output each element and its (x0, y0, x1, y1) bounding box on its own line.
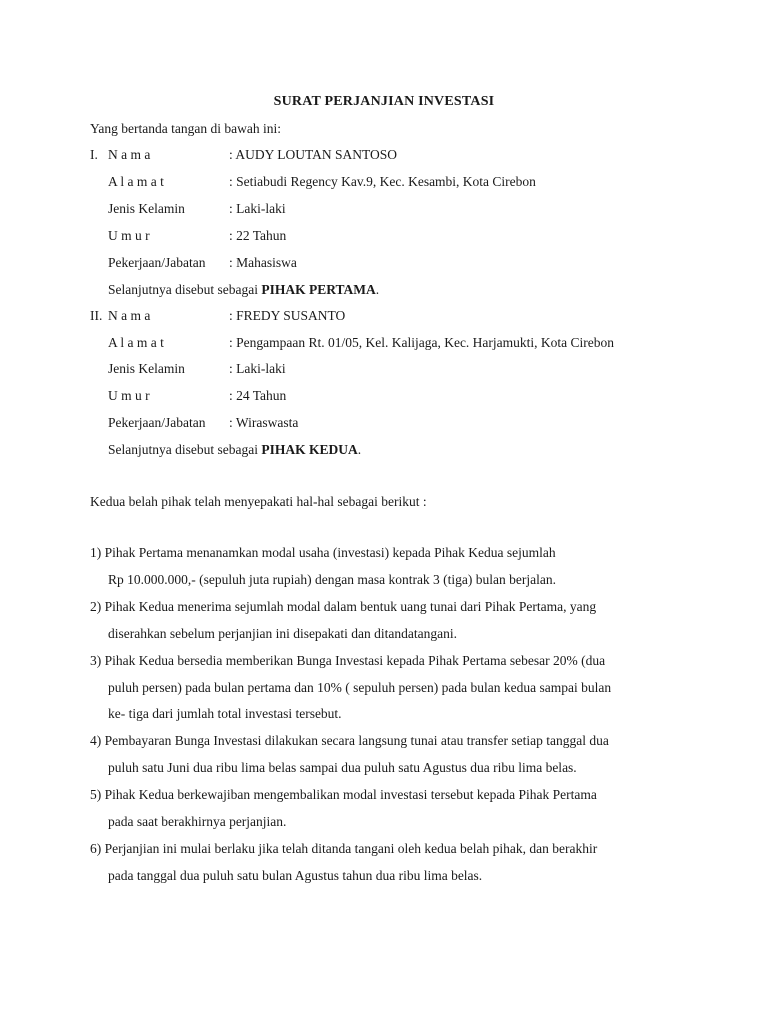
party-two-job-label: Pekerjaan/Jabatan (108, 415, 206, 430)
party-one-job-value: : Mahasiswa (229, 255, 297, 270)
party-one-gender-value: : Laki-laki (229, 201, 286, 216)
list-item-continuation: Rp 10.000.000,- (sepuluh juta rupiah) dengan masa kontrak 3 (tiga) bulan berjalan. (108, 572, 557, 587)
list-item: 2) Pihak Kedua menerima sejumlah modal dalam bentuk uang tunai dari Pihak Pertama, yang (90, 599, 597, 614)
intro-text: Yang bertanda tangan di bawah ini: (90, 121, 281, 136)
party-two-age-value: : 24 Tahun (229, 388, 287, 403)
list-item: 5) Pihak Kedua berkewajiban mengembalikan modal investasi tersebut kepada Pihak Pertama (90, 787, 597, 802)
party-one-designation-suffix: . (375, 282, 380, 297)
party-one-gender-label: Jenis Kelamin (108, 201, 185, 216)
party-one-designation-bold: PIHAK PERTAMA (261, 282, 376, 297)
party-two-designation-bold: PIHAK KEDUA (261, 442, 358, 457)
list-item-continuation: ke- tiga dari jumlah total investasi tersebut. (108, 706, 342, 721)
party-two-designation (108, 442, 361, 458)
party-two-address-label: A l a m a t (108, 335, 164, 350)
party-two-gender-label: Jenis Kelamin (108, 361, 185, 376)
list-item: 3) Pihak Kedua bersedia memberikan Bunga Investasi kepada Pihak Pertama sebesar 20% (dua (90, 653, 606, 668)
agreement-intro: Kedua belah pihak telah menyepakati hal-hal sebagai berikut : (90, 494, 427, 509)
party-one-address-value: : Setiabudi Regency Kav.9, Kec. Kesambi, Kota Cirebon (229, 174, 536, 189)
party-one-designation (108, 282, 379, 298)
party-two-age-label: U m u r (108, 388, 150, 403)
party-one-name-label: N a m a (108, 147, 151, 162)
party-one-address-label: A l a m a t (108, 174, 164, 189)
party-two-designation-prefix: Selanjutnya disebut sebagai (108, 442, 262, 457)
party-two-name-label: N a m a (108, 308, 151, 323)
party-one-job-label: Pekerjaan/Jabatan (108, 255, 206, 270)
party-two-job-value: : Wiraswasta (229, 415, 299, 430)
party-two-address-value: : Pengampaan Rt. 01/05, Kel. Kalijaga, Kec. Harjamukti, Kota Cirebon (229, 335, 615, 350)
list-item: 4) Pembayaran Bunga Investasi dilakukan secara langsung tunai atau transfer setiap tanggal dua (90, 733, 609, 748)
list-item-continuation: diserahkan sebelum perjanjian ini disepakati dan ditandatangani. (108, 626, 458, 641)
list-item: 1) Pihak Pertama menanamkan modal usaha (investasi) kepada Pihak Kedua sejumlah (90, 545, 556, 560)
party-one-designation-prefix: Selanjutnya disebut sebagai (108, 282, 262, 297)
party-one-age-value: : 22 Tahun (229, 228, 287, 243)
party-one-name-value: : AUDY LOUTAN SANTOSO (229, 147, 398, 162)
party-one-age-label: U m u r (108, 228, 150, 243)
list-item-continuation: pada saat berakhirnya perjanjian. (108, 814, 287, 829)
list-item: 6) Perjanjian ini mulai berlaku jika telah ditanda tangani oleh kedua belah pihak, dan berakhir (90, 841, 598, 856)
party-two-designation-suffix: . (357, 442, 362, 457)
party-two-gender-value: : Laki-laki (229, 361, 286, 376)
party-two-name-value: : FREDY SUSANTO (229, 308, 346, 323)
party-one-number: I. (90, 147, 98, 162)
list-item-continuation: pada tanggal dua puluh satu bulan Agustus tahun dua ribu lima belas. (108, 868, 483, 883)
party-two-number: II. (90, 308, 103, 323)
document-title: SURAT PERJANJIAN INVESTASI (273, 94, 495, 109)
list-item-continuation: puluh satu Juni dua ribu lima belas sampai dua puluh satu Agustus dua ribu lima belas. (108, 760, 577, 775)
list-item-continuation: puluh persen) pada bulan pertama dan 10% ( sepuluh persen) pada bulan kedua sampai bulan (108, 680, 612, 695)
